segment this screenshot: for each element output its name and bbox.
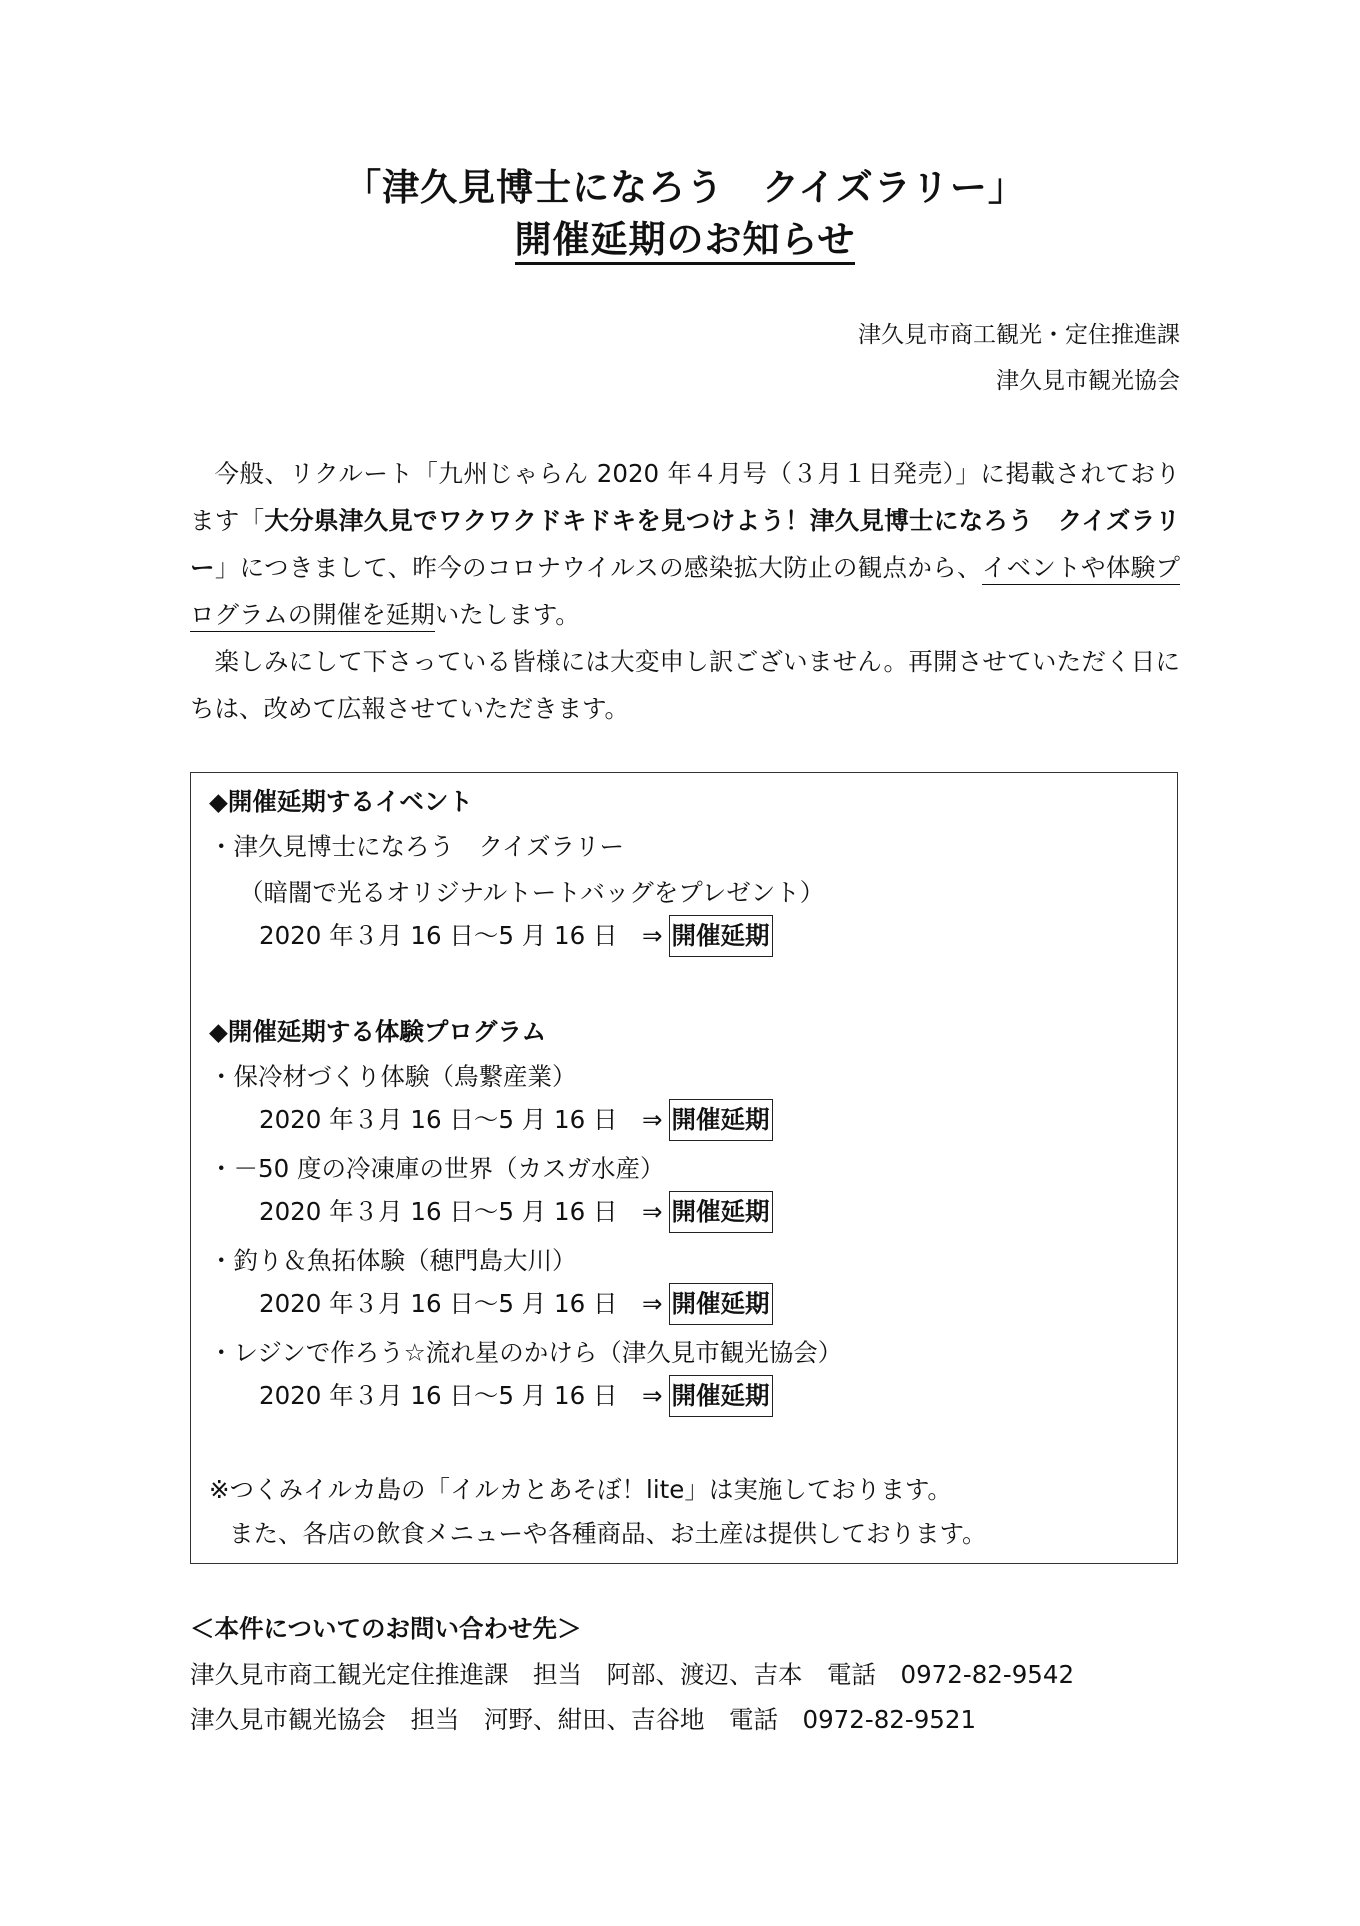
event-name: ・津久見博士になろう クイズラリー xyxy=(209,832,625,861)
campaign-name: 大分県津久見でワクワクドキドキを見つけよう！津久見博士になろう クイズラリー xyxy=(190,506,1181,582)
program-item: ・レジンで作ろう☆流れ星のかけら（津久見市観光協会） xyxy=(209,1338,843,1367)
title-line2: 開催延期のお知らせ xyxy=(515,218,856,265)
program-item: ・釣り＆魚拓体験（穂門島大川） xyxy=(209,1246,577,1275)
note-line-1: ※つくみイルカ島の「イルカとあそぼ！lite」は実施しております。 xyxy=(209,1475,952,1504)
program-schedule: 2020 年３月 16 日～5 月 16 日 ⇒ 開催延期 xyxy=(259,1191,773,1233)
contact-heading: ＜本件についてのお問い合わせ先＞ xyxy=(190,1614,582,1643)
title-line1: 「津久見博士になろう クイズラリー」 xyxy=(344,166,1026,209)
events-heading: ◆開催延期するイベント xyxy=(209,787,473,816)
event-note: （暗闇で光るオリジナルトートバッグをプレゼント） xyxy=(239,878,825,907)
organization-1: 津久見市商工観光・定住推進課 xyxy=(858,322,1180,348)
notice-page xyxy=(190,0,1180,1926)
status-badge: 開催延期 xyxy=(669,915,773,957)
program-schedule: 2020 年３月 16 日～5 月 16 日 ⇒ 開催延期 xyxy=(259,1375,773,1417)
program-item: ・－50 度の冷凍庫の世界（カスガ水産） xyxy=(209,1154,665,1183)
postponement-statement: イベントや体験プログラムの開催を延期 xyxy=(190,553,1180,632)
program-schedule: 2020 年３月 16 日～5 月 16 日 ⇒ 開催延期 xyxy=(259,1283,773,1325)
contact-line-1: 津久見市商工観光定住推進課 担当 阿部、渡辺、吉本 電話 0972-82-9542 xyxy=(190,1660,1075,1689)
status-badge: 開催延期 xyxy=(669,1283,773,1325)
program-schedule: 2020 年３月 16 日～5 月 16 日 ⇒ 開催延期 xyxy=(259,1099,773,1141)
status-badge: 開催延期 xyxy=(669,1191,773,1233)
programs-heading: ◆開催延期する体験プログラム xyxy=(209,1017,547,1046)
note-line-2: また、各店の飲食メニューや各種商品、お土産は提供しております。 xyxy=(229,1519,987,1548)
postponed-list-box xyxy=(190,772,1178,1564)
status-badge: 開催延期 xyxy=(669,1099,773,1141)
event-schedule: 2020 年３月 16 日～5 月 16 日 ⇒ 開催延期 xyxy=(259,915,773,957)
body-paragraph-2: 楽しみにして下さっている皆様には大変申し訳ございません。再開させていただく日にちは、改めて広報させていただきます。 xyxy=(190,647,1180,723)
program-item: ・保冷材づくり体験（鳥繋産業） xyxy=(209,1062,577,1091)
organization-2: 津久見市観光協会 xyxy=(996,368,1180,394)
status-badge: 開催延期 xyxy=(669,1375,773,1417)
body-paragraph-1: 今般、リクルート「九州じゃらん 2020 年４月号（３月１日発売）」に掲載されております「大分県津久見でワクワクドキドキを見つけよう！津久見博士になろう クイズラリー」につきまして、昨今のコロナウイルスの感染拡大防止の観点から、イベントや体験プログラムの開催を延期いたします。 xyxy=(190,450,1180,638)
notice-title xyxy=(190,162,1180,266)
contact-line-2: 津久見市観光協会 担当 河野、紺田、吉谷地 電話 0972-82-9521 xyxy=(190,1705,977,1734)
